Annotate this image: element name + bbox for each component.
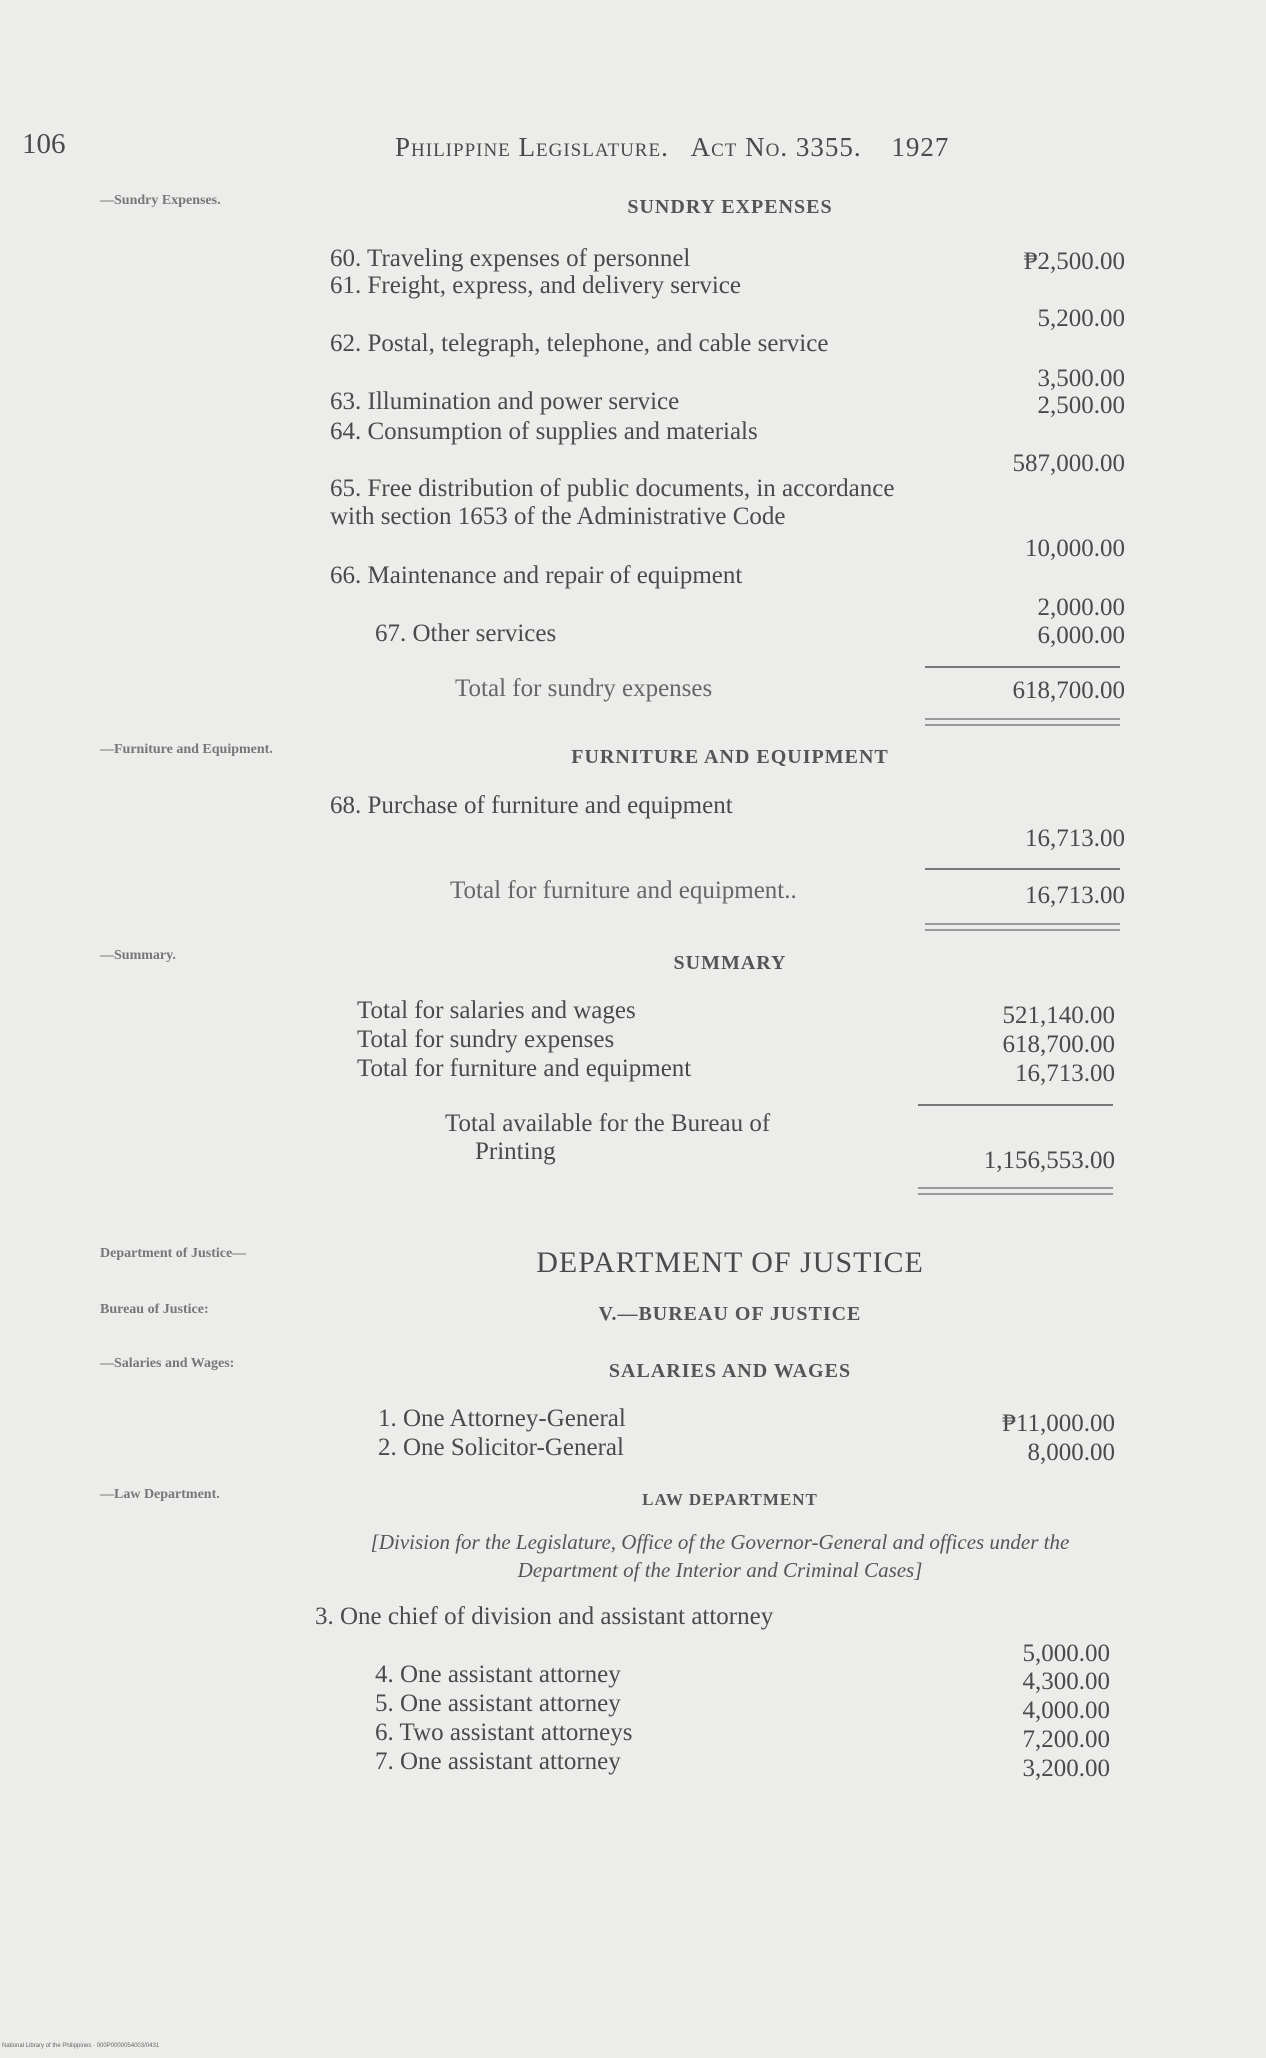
sundry-subtotal-rule [925, 666, 1120, 668]
law-item-7: 7. One assistant attorney [375, 1748, 621, 1775]
summary-grand-total: 1,156,553.00 [983, 1147, 1115, 1174]
furniture-item-68: 68. Purchase of furniture and equipment [330, 792, 733, 819]
summary-grand-label-2: Printing [475, 1138, 556, 1165]
sundry-total-double-rule [925, 718, 1120, 726]
sundry-amount-62: 3,500.00 [1037, 365, 1125, 392]
header-act: Act No. 3355. [690, 132, 862, 162]
summary-grand-double-rule [918, 1187, 1113, 1195]
margin-note-sundry: —Sundry Expenses. [100, 193, 221, 208]
margin-note-law: —Law Department. [100, 1487, 220, 1502]
summary-line-furniture: Total for furniture and equipment [357, 1055, 692, 1082]
sundry-item-67: 67. Other services [375, 620, 557, 647]
sundry-item-65: 65. Free distribution of public documents, in accordance with section 1653 of the Administrative Code [330, 475, 895, 530]
law-item-6: 6. Two assistant attorneys [375, 1719, 633, 1746]
running-header [395, 132, 949, 163]
furniture-subtotal-rule [925, 868, 1120, 870]
law-item-5: 5. One assistant attorney [375, 1690, 621, 1717]
margin-note-summary: —Summary. [100, 948, 176, 963]
law-note: [Division for the Legislature, Office of the Governor-General and offices under the Department of the Interior and Criminal Cases] [370, 1530, 1070, 1582]
law-amount-5: 4,000.00 [1022, 1697, 1110, 1724]
summary-amount-furniture: 16,713.00 [1015, 1060, 1115, 1087]
sundry-item-60: 60. Traveling expenses of personnel [330, 245, 691, 272]
furniture-amount-68: 16,713.00 [1025, 825, 1125, 852]
summary-grand-label-1: Total available for the Bureau of [445, 1110, 771, 1137]
sundry-total-label: Total for sundry expenses [455, 675, 713, 702]
sundry-item-63: 63. Illumination and power service [330, 388, 680, 415]
sundry-amount-61: 5,200.00 [1037, 305, 1125, 332]
sundry-item-66: 66. Maintenance and repair of equipment [330, 562, 743, 589]
law-amount-6: 7,200.00 [1022, 1726, 1110, 1753]
sundry-item-62: 62. Postal, telegraph, telephone, and cable service [330, 330, 829, 357]
law-amount-7: 3,200.00 [1022, 1755, 1110, 1782]
law-title: LAW DEPARTMENT [642, 1490, 818, 1509]
header-title: Philippine Legislature. [395, 132, 669, 162]
sundry-amount-67: 6,000.00 [1037, 622, 1125, 649]
summary-amount-sundry: 618,700.00 [1002, 1031, 1115, 1058]
bureau-title: V.—BUREAU OF JUSTICE [598, 1303, 862, 1325]
section-title-summary: SUMMARY [673, 952, 787, 974]
page-number: 106 [22, 128, 66, 160]
margin-note-salaries: —Salaries and Wages: [100, 1356, 235, 1371]
scan-footer: National Library of the Philippines · 000P0000054003/0431 [2, 2043, 160, 2049]
margin-note-furniture: —Furniture and Equipment. [100, 742, 273, 757]
sundry-amount-63: 2,500.00 [1037, 392, 1125, 419]
sundry-item-64: 64. Consumption of supplies and materials [330, 418, 758, 445]
sundry-amount-64: 587,000.00 [1012, 450, 1125, 477]
salary-amount-1: ₱11,000.00 [1002, 1410, 1115, 1437]
law-amount-4: 4,300.00 [1022, 1668, 1110, 1695]
salary-item-1: 1. One Attorney-General [378, 1405, 626, 1432]
salary-amount-2: 8,000.00 [1027, 1439, 1115, 1466]
header-year: 1927 [891, 132, 950, 162]
margin-note-department: Department of Justice— [100, 1246, 247, 1261]
law-amount-3: 5,000.00 [1022, 1640, 1110, 1667]
salary-item-2: 2. One Solicitor-General [378, 1434, 624, 1461]
summary-amount-salaries: 521,140.00 [1002, 1002, 1115, 1029]
margin-note-bureau: Bureau of Justice: [100, 1302, 209, 1317]
section-title-sundry: SUNDRY EXPENSES [627, 196, 833, 218]
furniture-total-double-rule [925, 923, 1120, 931]
salaries-title: SALARIES AND WAGES [608, 1360, 852, 1382]
summary-line-sundry: Total for sundry expenses [357, 1026, 615, 1053]
sundry-item-61: 61. Freight, express, and delivery service [330, 272, 741, 299]
furniture-total-amount: 16,713.00 [1025, 882, 1125, 909]
law-item-4: 4. One assistant attorney [375, 1661, 621, 1688]
summary-line-salaries: Total for salaries and wages [357, 997, 636, 1024]
law-item-3: 3. One chief of division and assistant attorney [315, 1603, 774, 1630]
summary-subtotal-rule [918, 1104, 1113, 1106]
department-title: DEPARTMENT OF JUSTICE [536, 1246, 924, 1279]
sundry-amount-65: 10,000.00 [1025, 535, 1125, 562]
sundry-amount-60: ₱2,500.00 [1023, 248, 1125, 275]
section-title-furniture: FURNITURE AND EQUIPMENT [571, 746, 889, 768]
sundry-total-amount: 618,700.00 [1012, 677, 1125, 704]
furniture-total-label: Total for furniture and equipment.. [450, 877, 797, 904]
sundry-amount-66: 2,000.00 [1037, 594, 1125, 621]
